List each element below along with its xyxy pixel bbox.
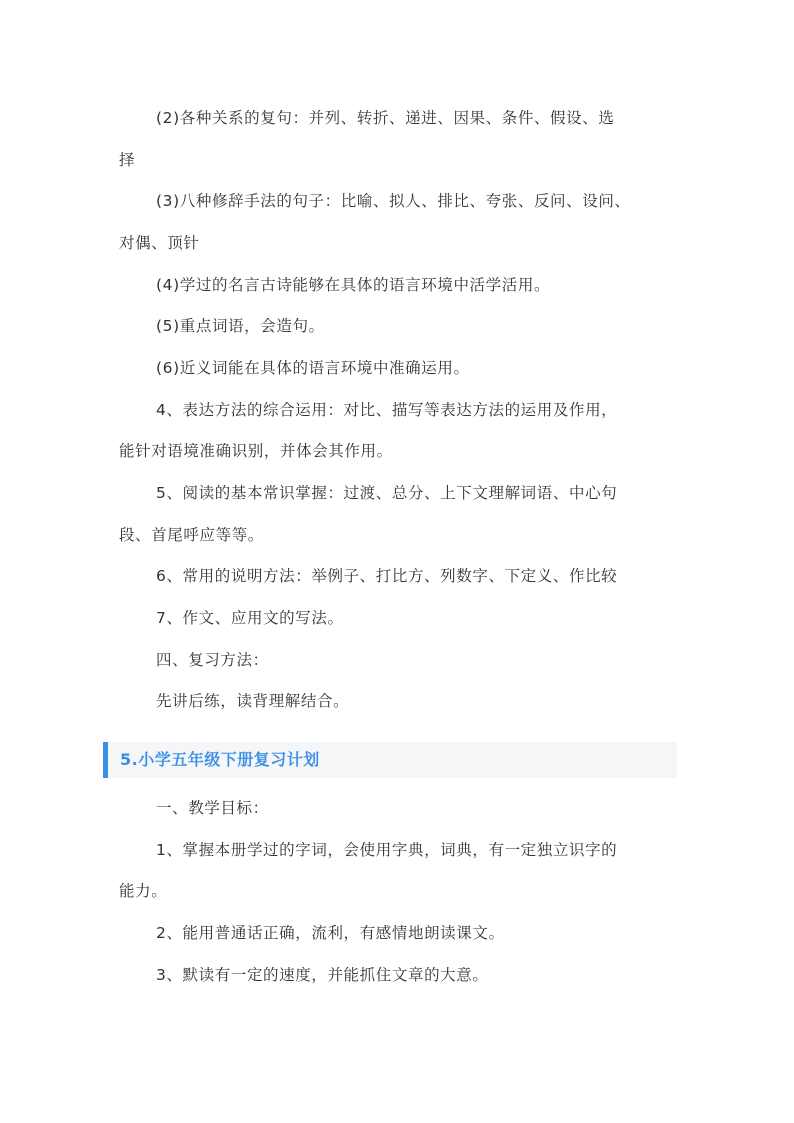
paragraph-rhetoric-line2: 对偶、顶针 bbox=[119, 234, 200, 252]
paragraph-complex-sentences-line1: (2)各种关系的复句：并列、转折、递进、因果、条件、假设、选 bbox=[156, 109, 615, 127]
paragraph-goal-2: 2、能用普通话正确，流利，有感情地朗读课文。 bbox=[156, 924, 505, 942]
paragraph-reading-basics-line2: 段、首尾呼应等等。 bbox=[119, 526, 264, 544]
paragraph-explanation-methods: 6、常用的说明方法：举例子、打比方、列数字、下定义、作比较 bbox=[156, 567, 618, 585]
paragraph-teaching-goals: 一、教学目标： bbox=[156, 799, 269, 817]
paragraph-reading-basics-line1: 5、阅读的基本常识掌握：过渡、总分、上下文理解词语、中心句 bbox=[156, 484, 618, 502]
paragraph-synonyms: (6)近义词能在具体的语言环境中准确运用。 bbox=[156, 359, 470, 377]
paragraph-key-words: (5)重点词语，会造句。 bbox=[156, 317, 325, 335]
paragraph-expression-methods-line1: 4、表达方法的综合运用：对比、描写等表达方法的运用及作用， bbox=[156, 401, 618, 419]
paragraph-rhetoric-line1: (3)八种修辞手法的句子：比喻、拟人、排比、夸张、反问、设问、 bbox=[156, 192, 631, 210]
paragraph-poems: (4)学过的名言古诗能够在具体的语言环境中活学活用。 bbox=[156, 276, 551, 294]
paragraph-complex-sentences-line2: 择 bbox=[119, 151, 136, 169]
heading-accent-bar bbox=[103, 742, 108, 778]
section-heading bbox=[103, 742, 677, 778]
paragraph-review-methods: 先讲后练，读背理解结合。 bbox=[156, 692, 350, 710]
paragraph-review-methods-heading: 四、复习方法： bbox=[156, 651, 269, 669]
paragraph-goal-3: 3、默读有一定的速度，并能抓住文章的大意。 bbox=[156, 966, 489, 984]
section-heading-text: 5.小学五年级下册复习计划 bbox=[120, 750, 320, 769]
paragraph-goal-1-line2: 能力。 bbox=[119, 882, 168, 900]
paragraph-composition: 7、作文、应用文的写法。 bbox=[156, 609, 344, 627]
paragraph-expression-methods-line2: 能针对语境准确识别，并体会其作用。 bbox=[119, 442, 393, 460]
paragraph-goal-1-line1: 1、掌握本册学过的字词，会使用字典，词典，有一定独立识字的 bbox=[156, 841, 618, 859]
